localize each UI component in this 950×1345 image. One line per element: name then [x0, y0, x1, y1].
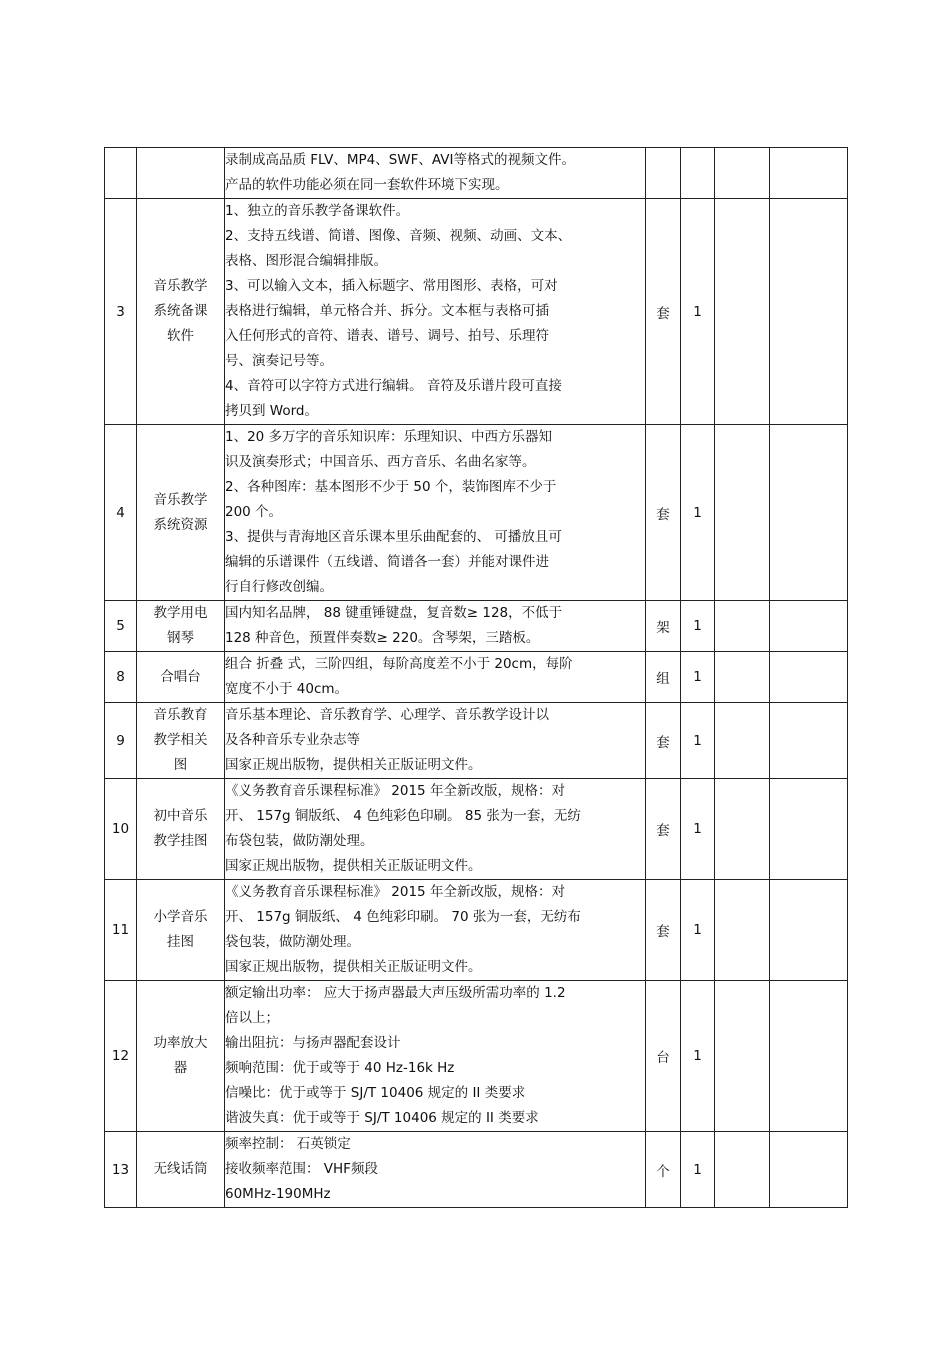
item-name-line: 无线话筒 [153, 1161, 208, 1177]
specification-line: 入任何形式的音符、谱表、谱号、调号、拍号、乐理符 [225, 328, 549, 344]
unit-cell: 组 [646, 652, 681, 703]
specification-line: 频响范围：优于或等于 40 Hz-16k Hz [225, 1060, 455, 1076]
specification-cell [225, 1132, 646, 1208]
empty-cell [770, 703, 848, 779]
specification-line: 额定输出功率： 应大于扬声器最大声压级所需功率的 1.2 [225, 985, 566, 1001]
equipment-spec-table [104, 147, 848, 1208]
specification-line: 3、可以输入文本，插入标题字、常用图形、表格，可对 [225, 278, 558, 294]
specification-line: 及各种音乐专业杂志等 [225, 732, 360, 748]
specification-cell [225, 981, 646, 1132]
specification-line: 国家正规出版物，提供相关正版证明文件。 [225, 959, 482, 975]
specification-line: 表格进行编辑，单元格合并、拆分。文本框与表格可插 [225, 303, 549, 319]
specification-line: 2、支持五线谱、简谱、图像、音频、视频、动画、文本、 [225, 228, 572, 244]
item-name-line: 钢琴 [167, 630, 194, 646]
quantity-cell: 1 [681, 703, 715, 779]
empty-cell [770, 779, 848, 880]
specification-line: 输出阻抗：与扬声器配套设计 [225, 1035, 401, 1051]
item-name-line: 音乐教学 [153, 278, 208, 294]
specification-line: 1、独立的音乐教学备课软件。 [225, 203, 410, 219]
item-name-cell [137, 148, 225, 199]
empty-cell [715, 1132, 770, 1208]
item-name-line: 系统备课 [153, 303, 208, 319]
empty-cell [770, 1132, 848, 1208]
specification-line: 信噪比：优于或等于 SJ/T 10406 规定的 II 类要求 [225, 1085, 526, 1101]
item-number-cell: 3 [105, 199, 137, 425]
specification-line: 产品的软件功能必须在同一套软件环境下实现。 [225, 177, 509, 193]
item-name-line: 初中音乐 [153, 808, 208, 824]
unit-cell [646, 148, 681, 199]
specification-line: 国家正规出版物，提供相关正版证明文件。 [225, 757, 482, 773]
specification-line: 《义务教育音乐课程标准》 2015 年全新改版，规格：对 [225, 884, 565, 900]
specification-line: 《义务教育音乐课程标准》 2015 年全新改版，规格：对 [225, 783, 565, 799]
empty-cell [770, 425, 848, 601]
empty-cell [715, 981, 770, 1132]
empty-cell [715, 880, 770, 981]
specification-line: 接收频率范围： VHF频段 [225, 1161, 378, 1177]
item-number-cell: 8 [105, 652, 137, 703]
specification-line: 谐波失真：优于或等于 SJ/T 10406 规定的 II 类要求 [225, 1110, 539, 1126]
empty-cell [715, 425, 770, 601]
item-number-cell: 5 [105, 601, 137, 652]
item-name-line: 挂图 [167, 934, 194, 950]
quantity-cell: 1 [681, 981, 715, 1132]
item-number-cell: 10 [105, 779, 137, 880]
unit-cell: 套 [646, 703, 681, 779]
specification-cell [225, 652, 646, 703]
specification-line: 表格、图形混合编辑排版。 [225, 253, 387, 269]
item-name-line: 音乐教育 [153, 707, 208, 723]
quantity-cell: 1 [681, 1132, 715, 1208]
unit-cell: 台 [646, 981, 681, 1132]
table-row [105, 1132, 848, 1208]
specification-line: 录制成高品质 FLV、MP4、SWF、AVI等格式的视频文件。 [225, 152, 575, 168]
specification-line: 4、音符可以字符方式进行编辑。 音符及乐谱片段可直接 [225, 378, 562, 394]
item-name-line: 教学相关 [153, 732, 208, 748]
empty-cell [770, 652, 848, 703]
specification-line: 袋包装，做防潮处理。 [225, 934, 360, 950]
item-number-cell: 12 [105, 981, 137, 1132]
specification-line: 1、20 多万字的音乐知识库：乐理知识、中西方乐器知 [225, 429, 553, 445]
empty-cell [770, 880, 848, 981]
item-name-line: 小学音乐 [153, 909, 208, 925]
empty-cell [715, 148, 770, 199]
item-number-cell: 9 [105, 703, 137, 779]
specification-line: 开、 157g 铜版纸、 4 色纯彩色印刷。 85 张为一套，无纺 [225, 808, 581, 824]
specification-cell [225, 703, 646, 779]
item-number-cell: 11 [105, 880, 137, 981]
item-name-cell [137, 652, 225, 703]
unit-cell: 架 [646, 601, 681, 652]
item-name-line: 器 [173, 1060, 188, 1076]
item-number-cell: 13 [105, 1132, 137, 1208]
unit-cell: 个 [646, 1132, 681, 1208]
item-name-cell [137, 601, 225, 652]
empty-cell [715, 199, 770, 425]
specification-line: 识及演奏形式；中国音乐、西方音乐、名曲名家等。 [225, 454, 536, 470]
item-name-line: 音乐教学 [153, 491, 208, 508]
item-name-line: 教学用电 [153, 605, 208, 621]
quantity-cell: 1 [681, 652, 715, 703]
specification-line: 2、各种图库：基本图形不少于 50 个，装饰图库不少于 [225, 479, 557, 495]
unit-cell: 套 [646, 880, 681, 981]
empty-cell [770, 601, 848, 652]
quantity-cell: 1 [681, 601, 715, 652]
specification-cell [225, 779, 646, 880]
table-row [105, 880, 848, 981]
specification-line: 倍以上； [225, 1010, 279, 1026]
item-name-cell [137, 1132, 225, 1208]
item-name-line: 教学挂图 [153, 833, 208, 849]
item-name-cell [137, 703, 225, 779]
specification-line: 60MHz-190MHz [225, 1186, 331, 1202]
specification-line: 128 种音色，预置伴奏数≥ 220。含琴架，三踏板。 [225, 630, 540, 646]
table-row [105, 703, 848, 779]
item-name-line: 合唱台 [160, 668, 201, 685]
table-row [105, 199, 848, 425]
item-name-line: 图 [173, 757, 188, 773]
unit-cell: 套 [646, 199, 681, 425]
specification-line: 频率控制： 石英锁定 [225, 1136, 351, 1152]
table-row [105, 652, 848, 703]
specification-line: 国家正规出版物，提供相关正版证明文件。 [225, 858, 482, 874]
table-row [105, 981, 848, 1132]
specification-line: 开、 157g 铜版纸、 4 色纯彩印刷。 70 张为一套，无纺布 [225, 909, 581, 925]
table-row [105, 601, 848, 652]
empty-cell [770, 199, 848, 425]
quantity-cell: 1 [681, 880, 715, 981]
quantity-cell: 1 [681, 779, 715, 880]
quantity-cell [681, 148, 715, 199]
table-row [105, 425, 848, 601]
specification-cell [225, 880, 646, 981]
unit-cell: 套 [646, 779, 681, 880]
table-body [105, 148, 848, 1208]
empty-cell [715, 703, 770, 779]
empty-cell [715, 652, 770, 703]
specification-line: 编辑的乐谱课件（五线谱、简谱各一套）并能对课件进 [225, 554, 549, 570]
item-name-line: 系统资源 [153, 516, 208, 533]
item-name-cell [137, 199, 225, 425]
specification-line: 号、演奏记号等。 [225, 353, 333, 369]
item-number-cell: 4 [105, 425, 137, 601]
table-row [105, 779, 848, 880]
item-number-cell [105, 148, 137, 199]
item-name-cell [137, 779, 225, 880]
empty-cell [770, 981, 848, 1132]
specification-cell [225, 199, 646, 425]
specification-cell [225, 601, 646, 652]
specification-line: 200 个。 [225, 504, 283, 520]
empty-cell [715, 779, 770, 880]
specification-cell [225, 425, 646, 601]
item-name-cell [137, 981, 225, 1132]
item-name-cell [137, 425, 225, 601]
specification-cell [225, 148, 646, 199]
specification-line: 3、提供与青海地区音乐课本里乐曲配套的、 可播放且可 [225, 529, 562, 545]
item-name-line: 功率放大 [153, 1035, 208, 1051]
quantity-cell: 1 [681, 199, 715, 425]
table-row [105, 148, 848, 199]
quantity-cell: 1 [681, 425, 715, 601]
item-name-line: 软件 [167, 328, 194, 344]
specification-line: 行自行修改创编。 [225, 579, 333, 595]
specification-line: 拷贝到 Word。 [225, 403, 318, 419]
specification-line: 国内知名品牌， 88 键重锤键盘，复音数≥ 128，不低于 [225, 605, 563, 621]
item-name-cell [137, 880, 225, 981]
specification-line: 布袋包装，做防潮处理。 [225, 833, 374, 849]
specification-line: 音乐基本理论、音乐教育学、心理学、音乐教学设计以 [225, 707, 549, 723]
unit-cell: 套 [646, 425, 681, 601]
empty-cell [770, 148, 848, 199]
empty-cell [715, 601, 770, 652]
specification-line: 组合 折叠 式，三阶四组，每阶高度差不小于 20cm，每阶 [225, 656, 573, 672]
specification-line: 宽度不小于 40cm。 [225, 681, 349, 697]
